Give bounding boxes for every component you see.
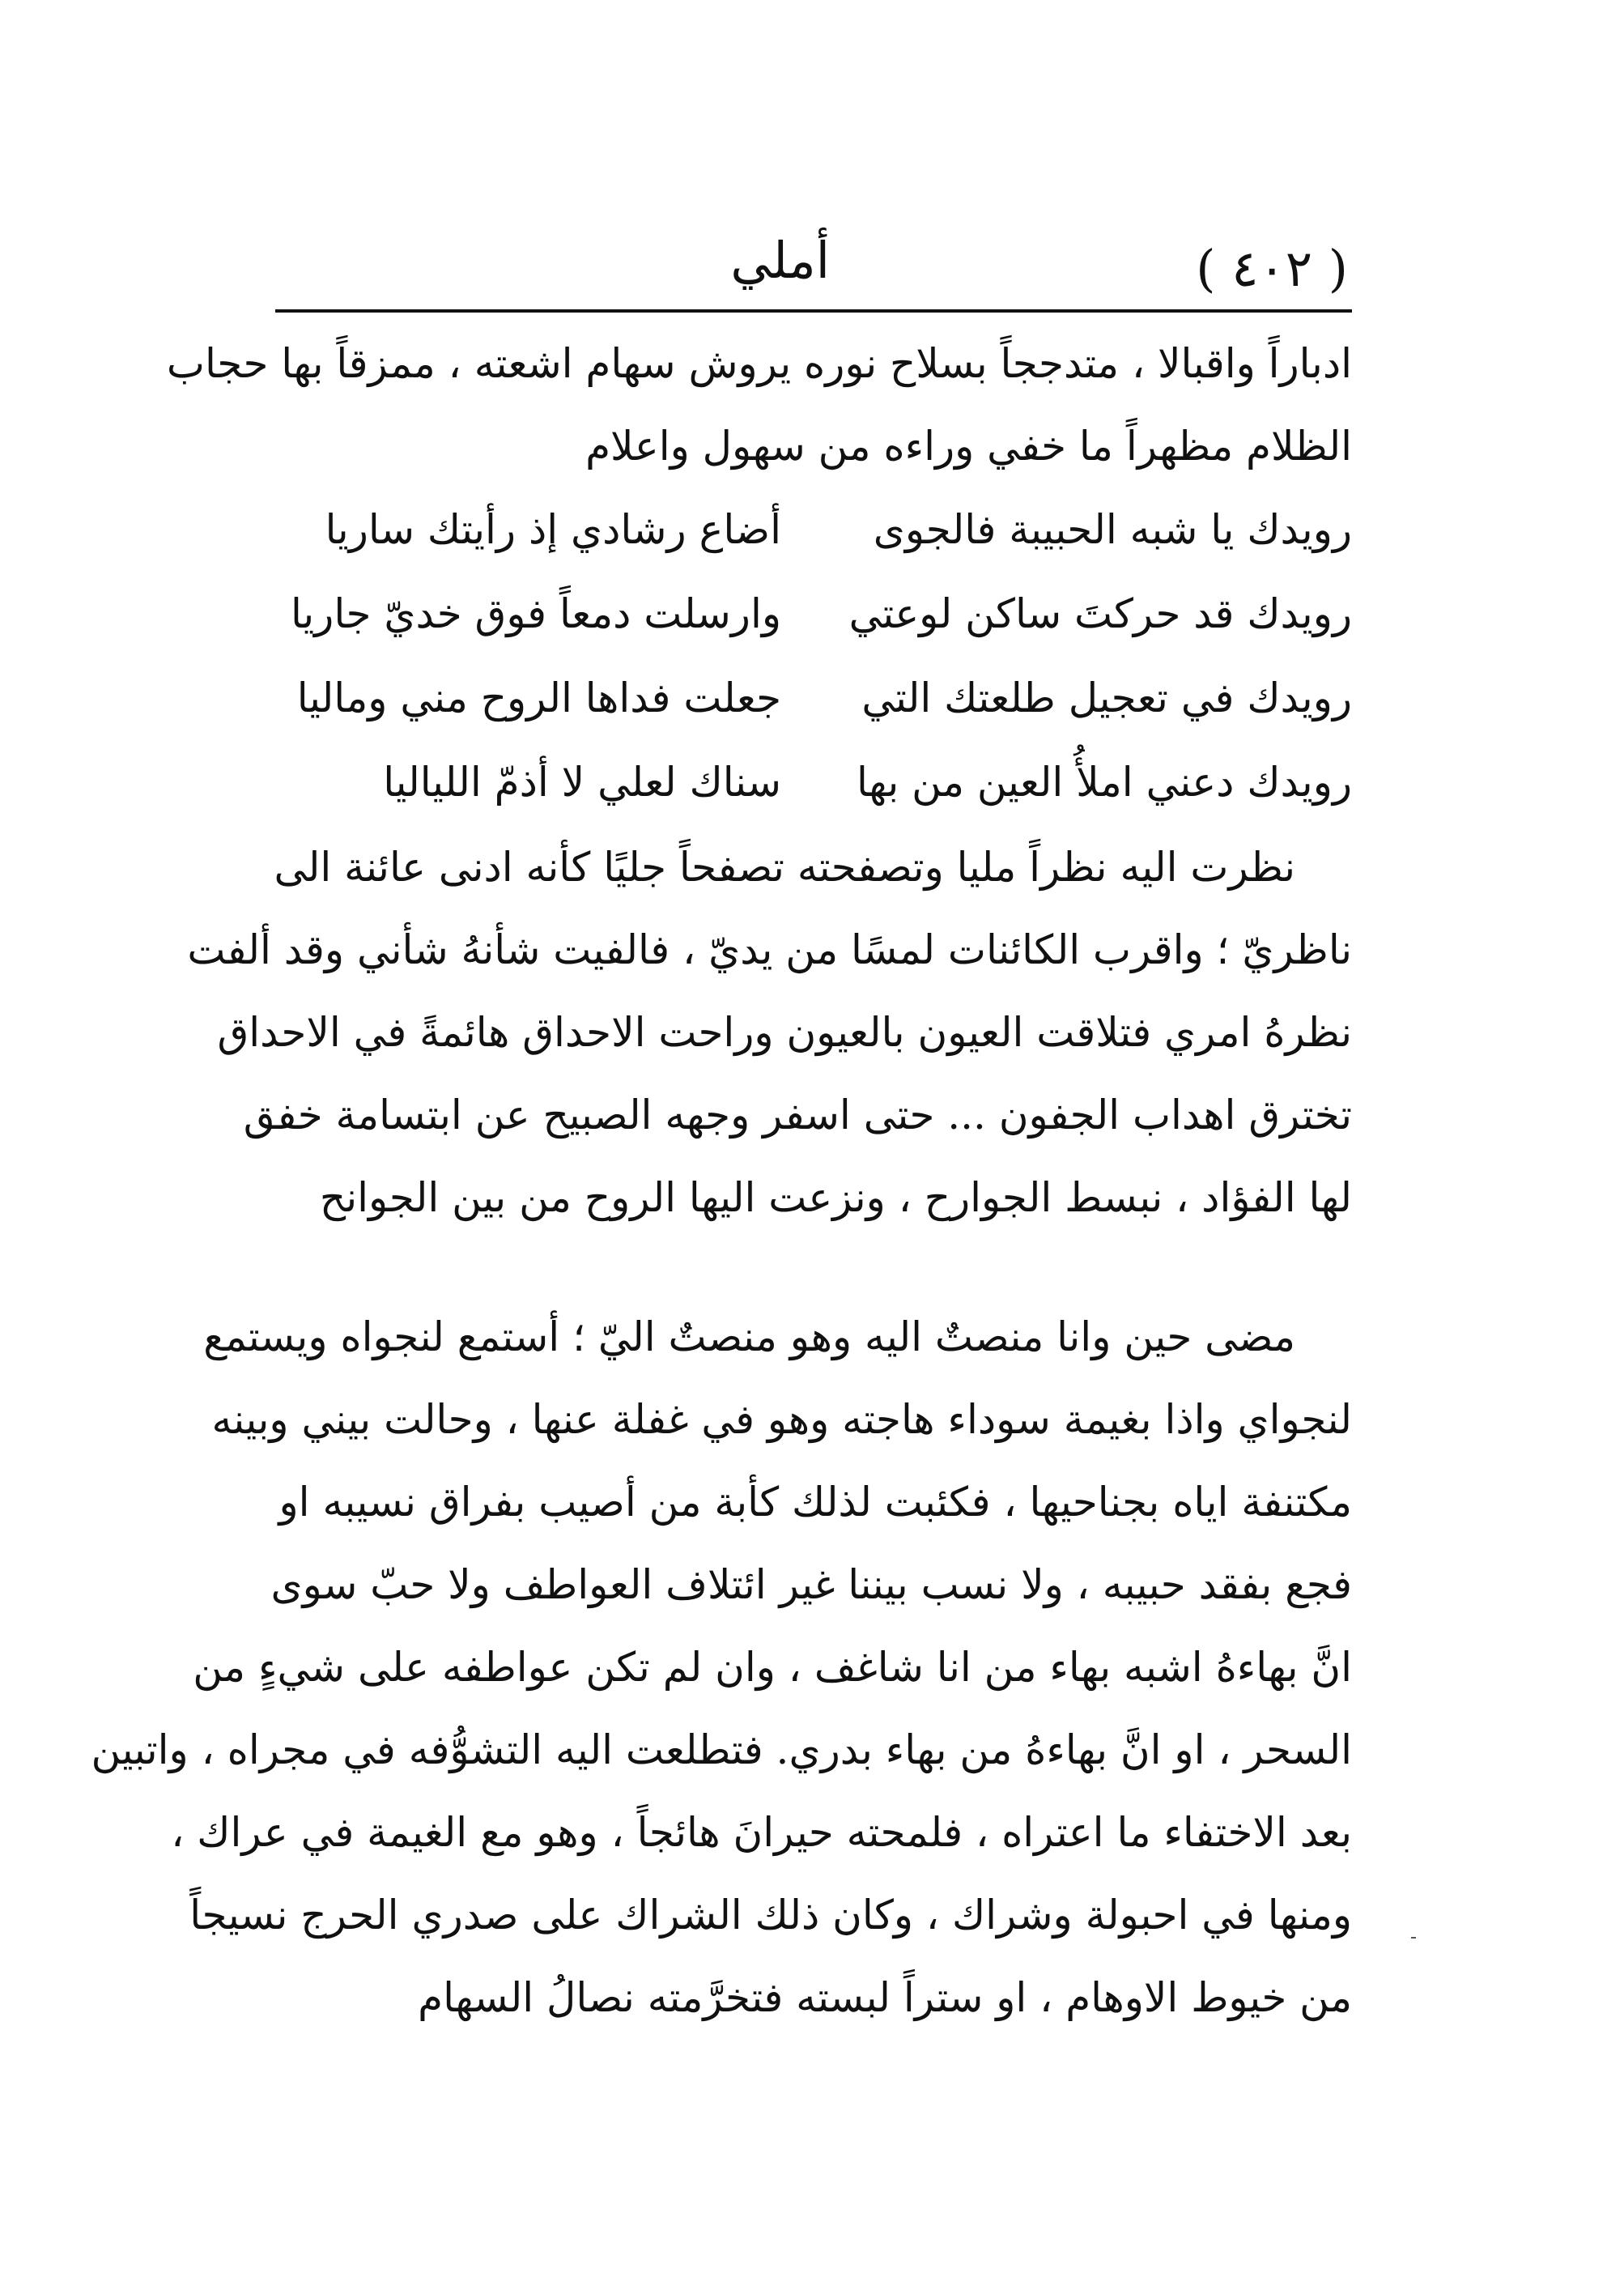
text-line: انَّ بهاءهُ اشبه بهاء من انا شاغف ، وان لم تكن عواطفه على شيءٍ من [193, 1644, 1352, 1691]
verse-first-hemistich: رويدك في تعجيل طلعتك التي [861, 675, 1352, 721]
text-line: مكتنفة اياه بجناحيها ، فكئبت لذلك كأبة من أصيب بفراق نسيبه او [278, 1479, 1352, 1526]
verse-second-hemistich: وارسلت دمعاً فوق خديّ جاريا [291, 590, 781, 637]
poem-verse [275, 740, 1352, 824]
poem-verse [275, 656, 1352, 740]
text-line: الظلام مظهراً ما خفي وراءه من سهول واعلام [585, 423, 1352, 470]
verse-first-hemistich: رويدك يا شبه الحبيبة فالجوى [873, 506, 1352, 553]
text-line: فجع بفقد حبيبه ، ولا نسب بيننا غير ائتلاف العواطف ولا حبّ سوى [270, 1561, 1352, 1608]
text-line: لها الفؤاد ، نبسط الجوارح ، ونزعت اليها الروح من بين الجوانح [319, 1174, 1352, 1221]
verse-second-hemistich: سناك لعلي لا أذمّ اللياليا [383, 759, 781, 806]
text-line: مضى حين وانا منصتٌ اليه وهو منصتٌ اليّ ؛ أستمع لنجواه ويستمع [203, 1313, 1295, 1360]
text-line: بعد الاختفاء ما اعتراه ، فلمحته حيرانَ هائجاً ، وهو مع الغيمة في عراك ، [171, 1809, 1352, 1856]
verse-second-hemistich: أضاع رشادي إذ رأيتك ساريا [325, 506, 781, 553]
page-number: ( ٤٠٢ ) [1196, 239, 1348, 298]
poem-verse [275, 487, 1352, 572]
poem-verse [275, 572, 1352, 656]
text-line: من خيوط الاوهام ، او ستراً لبسته فتخرَّمته نصالُ السهام [418, 1974, 1352, 2021]
text-line: ادباراً واقبالا ، متدججاً بسلاح نوره يروش سهام اشعته ، ممزقاً بها حجاب [166, 340, 1352, 387]
prose-paragraph-3 [91, 1296, 1352, 2039]
header-rule [275, 309, 1352, 313]
verse-first-hemistich: رويدك دعني املأُ العين من بها [857, 759, 1352, 806]
verse-second-hemistich: جعلت فداها الروح مني وماليا [296, 675, 781, 721]
text-line: نظرت اليه نظراً مليا وتصفحته تصفحاً جليًا كأنه ادنى عائنة الى [274, 844, 1295, 891]
running-title: أملي [730, 231, 830, 290]
text-line: ناظريّ ؛ واقرب الكائنات لمسًا من يديّ ، فالفيت شأنهُ شأني وقد ألفت [187, 926, 1352, 973]
page-header [279, 231, 1348, 312]
prose-paragraph-2 [187, 826, 1352, 1239]
text-line: نظرهُ امري فتلاقت العيون بالعيون وراحت الاحداق هائمةً في الاحداق [217, 1009, 1352, 1056]
text-line: لنجواي واذا بغيمة سوداء هاجته وهو في غفلة عنها ، وحالت بيني وبينه [211, 1396, 1352, 1443]
verse-first-hemistich: رويدك قد حركتَ ساكن لوعتي [848, 590, 1352, 637]
poem [275, 487, 1352, 824]
text-line: تخترق اهداب الجفون ... حتى اسفر وجهه الصبيح عن ابتسامة خفق [243, 1092, 1352, 1138]
text-line: ومنها في احبولة وشراك ، وكان ذلك الشراك على صدري الحرج نسيجاً [189, 1892, 1352, 1939]
scan-speck [1411, 1937, 1416, 1939]
prose-paragraph-1 [166, 322, 1352, 487]
text-line: السحر ، او انَّ بهاءهُ من بهاء بدري. فتطلعت اليه التشوُّفه في مجراه ، واتبين [91, 1726, 1352, 1773]
